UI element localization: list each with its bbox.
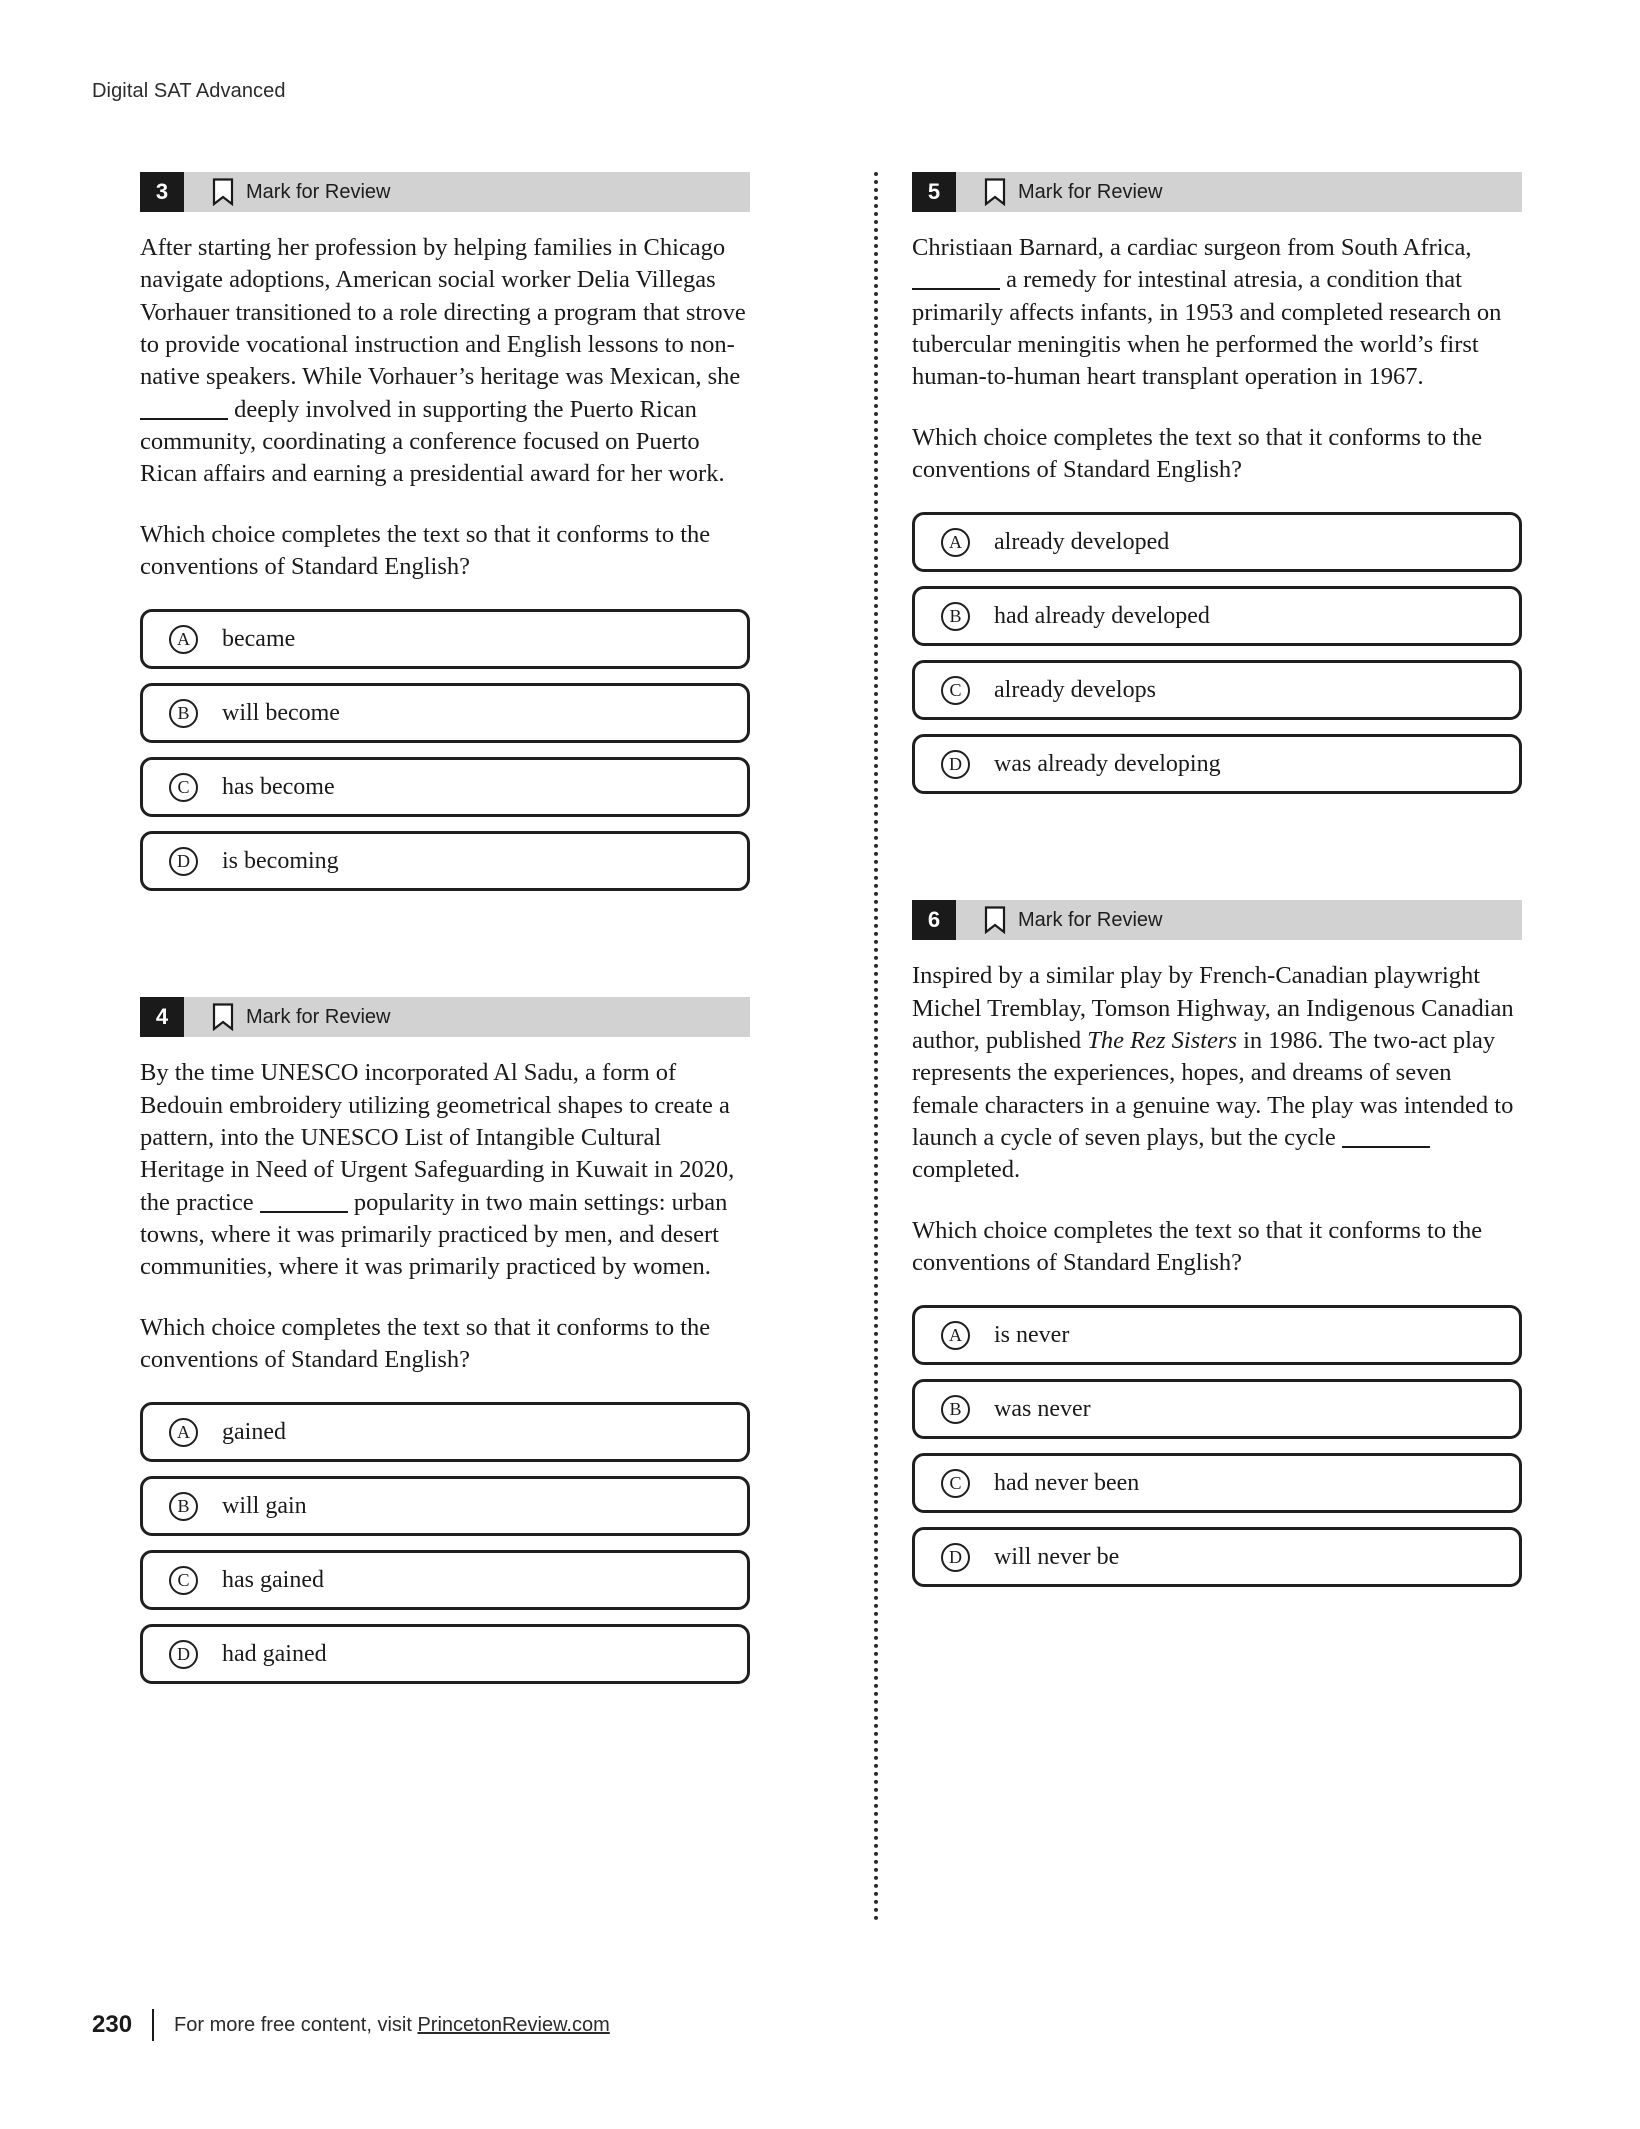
passage-text-part2: deeply involved in supporting the Puerto Rican community, coordinating a conference focused on Puerto Rican affairs and earning a presidential award for her work.	[140, 395, 725, 488]
mark-for-review-button[interactable]	[956, 172, 1162, 212]
question-number-badge: 5	[912, 172, 956, 212]
question-prompt-4: Which choice completes the text so that it conforms to the conventions of Standard English?	[140, 1313, 711, 1373]
two-column-body	[92, 172, 1548, 1932]
blank-underline	[1342, 1146, 1430, 1148]
question-block-4	[140, 997, 750, 1684]
passage-text-part1: After starting her profession by helping families in Chicago navigate adoptions, American social worker Delia Villegas Vorhauer transitioned to a role directing a program that strove to provide vocational instruction and English lessons to non-native speakers. While Vorhauer’s heritage was Mexican, she	[140, 234, 746, 391]
passage-text-part2: a remedy for intestinal atresia, a condition that primarily affects infants, in 1953 and completed research on tubercular meningitis when he performed the world’s first human-to-human heart transplant operation in 1967.	[912, 266, 1502, 391]
choice-letter-circle: C	[941, 676, 970, 705]
choice-letter-circle: B	[941, 1395, 970, 1424]
page-number: 230	[92, 2011, 133, 2038]
choice-letter-circle: D	[169, 847, 198, 876]
choice-letter-circle: D	[941, 1543, 970, 1572]
princeton-review-link[interactable]: PrincetonReview.com	[417, 2013, 610, 2036]
choice-text: gained	[222, 1418, 286, 1445]
bookmark-icon	[212, 1003, 234, 1031]
choice-text: had already developed	[994, 602, 1210, 629]
answer-choice-b[interactable]	[912, 1379, 1522, 1439]
question-block-5	[912, 172, 1522, 794]
column-divider	[874, 172, 878, 1922]
answer-choices-6	[912, 1305, 1522, 1587]
question-block-6	[912, 900, 1522, 1587]
answer-choice-a[interactable]	[912, 1305, 1522, 1365]
passage-text-part1: Christiaan Barnard, a cardiac surgeon from South Africa,	[912, 234, 1472, 261]
question-spacer	[140, 905, 750, 997]
answer-choice-d[interactable]	[140, 831, 750, 891]
footer-divider	[152, 2009, 154, 2041]
footer-text-before: For more free content, visit	[174, 2013, 418, 2036]
choice-letter-circle: B	[169, 1492, 198, 1521]
passage-text-part1: Inspired by a similar play by French-Canadian playwright Michel Tremblay, Tomson Highway, an Indigenous Canadian author, published	[912, 962, 1514, 1054]
choice-text: is never	[994, 1321, 1070, 1348]
choice-letter-circle: A	[169, 1418, 198, 1447]
choice-letter-circle: A	[941, 528, 970, 557]
answer-choice-b[interactable]	[912, 586, 1522, 646]
answer-choice-d[interactable]	[140, 1624, 750, 1684]
choice-text: became	[222, 625, 296, 652]
choice-letter-circle: A	[941, 1321, 970, 1350]
answer-choice-a[interactable]	[140, 609, 750, 669]
choice-text: has become	[222, 773, 335, 800]
bookmark-icon	[984, 178, 1006, 206]
question-header-6	[912, 900, 1522, 940]
blank-underline	[912, 288, 1000, 290]
question-number-badge: 6	[912, 900, 956, 940]
question-prompt-6: Which choice completes the text so that it conforms to the conventions of Standard English?	[912, 1216, 1483, 1276]
question-header-3	[140, 172, 750, 212]
mark-for-review-button[interactable]	[956, 900, 1162, 940]
passage-text-part2: in 1986. The two-act play represents the experiences, hopes, and dreams of seven female characters in a genuine way. The play was intended to launch a cycle of seven plays, but the cycle	[912, 1026, 1514, 1151]
question-spacer	[912, 808, 1522, 900]
choice-letter-circle: B	[941, 602, 970, 631]
passage-text-part1: By the time UNESCO incorporated Al Sadu, a form of Bedouin embroidery utilizing geometrical shapes to create a pattern, into the UNESCO List of Intangible Cultural Heritage in Need of Urgent Safeguarding in Kuwait in 2020, the practice	[140, 1059, 735, 1216]
blank-underline	[140, 418, 228, 420]
answer-choice-c[interactable]	[912, 660, 1522, 720]
answer-choice-b[interactable]	[140, 683, 750, 743]
footer-text	[174, 2014, 610, 2037]
question-block-3	[140, 172, 750, 891]
question-prompt-5: Which choice completes the text so that it conforms to the conventions of Standard English?	[912, 423, 1483, 483]
question-prompt-3: Which choice completes the text so that it conforms to the conventions of Standard English?	[140, 520, 711, 580]
answer-choices-4	[140, 1402, 750, 1684]
choice-text: had never been	[994, 1469, 1140, 1496]
choice-letter-circle: D	[941, 750, 970, 779]
mark-for-review-button[interactable]	[184, 997, 390, 1037]
question-passage-6	[912, 960, 1522, 1186]
mark-for-review-label: Mark for Review	[1018, 180, 1163, 203]
answer-choices-5	[912, 512, 1522, 794]
mark-for-review-label: Mark for Review	[1018, 908, 1163, 931]
choice-text: already develops	[994, 676, 1156, 703]
choice-letter-circle: C	[169, 773, 198, 802]
mark-for-review-button[interactable]	[184, 172, 390, 212]
choice-letter-circle: A	[169, 625, 198, 654]
answer-choice-a[interactable]	[912, 512, 1522, 572]
choice-text: is becoming	[222, 847, 339, 874]
choice-letter-circle: B	[169, 699, 198, 728]
answer-choice-d[interactable]	[912, 734, 1522, 794]
question-passage-3	[140, 232, 750, 491]
passage-italic-title: The Rez Sisters	[1087, 1026, 1237, 1054]
answer-choices-3	[140, 609, 750, 891]
answer-choice-c[interactable]	[912, 1453, 1522, 1513]
passage-text-part3: completed.	[912, 1156, 1021, 1184]
choice-text: will become	[222, 699, 340, 726]
question-passage-5	[912, 232, 1522, 394]
answer-choice-c[interactable]	[140, 757, 750, 817]
mark-for-review-label: Mark for Review	[246, 180, 391, 203]
question-header-5	[912, 172, 1522, 212]
right-column	[912, 172, 1522, 1601]
answer-choice-b[interactable]	[140, 1476, 750, 1536]
question-number-badge: 3	[140, 172, 184, 212]
passage-text-part2: popularity in two main settings: urban towns, where it was primarily practiced by men, and desert communities, where it was primarily practiced by women.	[140, 1188, 728, 1281]
choice-text: was already developing	[994, 750, 1221, 777]
mark-for-review-label: Mark for Review	[246, 1005, 391, 1028]
bookmark-icon	[212, 178, 234, 206]
choice-letter-circle: D	[169, 1640, 198, 1669]
left-column	[140, 172, 750, 1698]
running-head: Digital SAT Advanced	[92, 80, 286, 102]
choice-text: will gain	[222, 1492, 307, 1519]
choice-text: had gained	[222, 1640, 327, 1667]
choice-text: has gained	[222, 1566, 324, 1593]
page-footer	[92, 2009, 610, 2041]
question-header-4	[140, 997, 750, 1037]
answer-choice-c[interactable]	[140, 1550, 750, 1610]
choice-text: was never	[994, 1395, 1091, 1422]
blank-underline	[260, 1211, 348, 1213]
choice-text: already developed	[994, 528, 1170, 555]
choice-text: will never be	[994, 1543, 1120, 1570]
bookmark-icon	[984, 906, 1006, 934]
answer-choice-a[interactable]	[140, 1402, 750, 1462]
question-number-badge: 4	[140, 997, 184, 1037]
choice-letter-circle: C	[169, 1566, 198, 1595]
question-passage-4	[140, 1057, 750, 1283]
choice-letter-circle: C	[941, 1469, 970, 1498]
answer-choice-d[interactable]	[912, 1527, 1522, 1587]
